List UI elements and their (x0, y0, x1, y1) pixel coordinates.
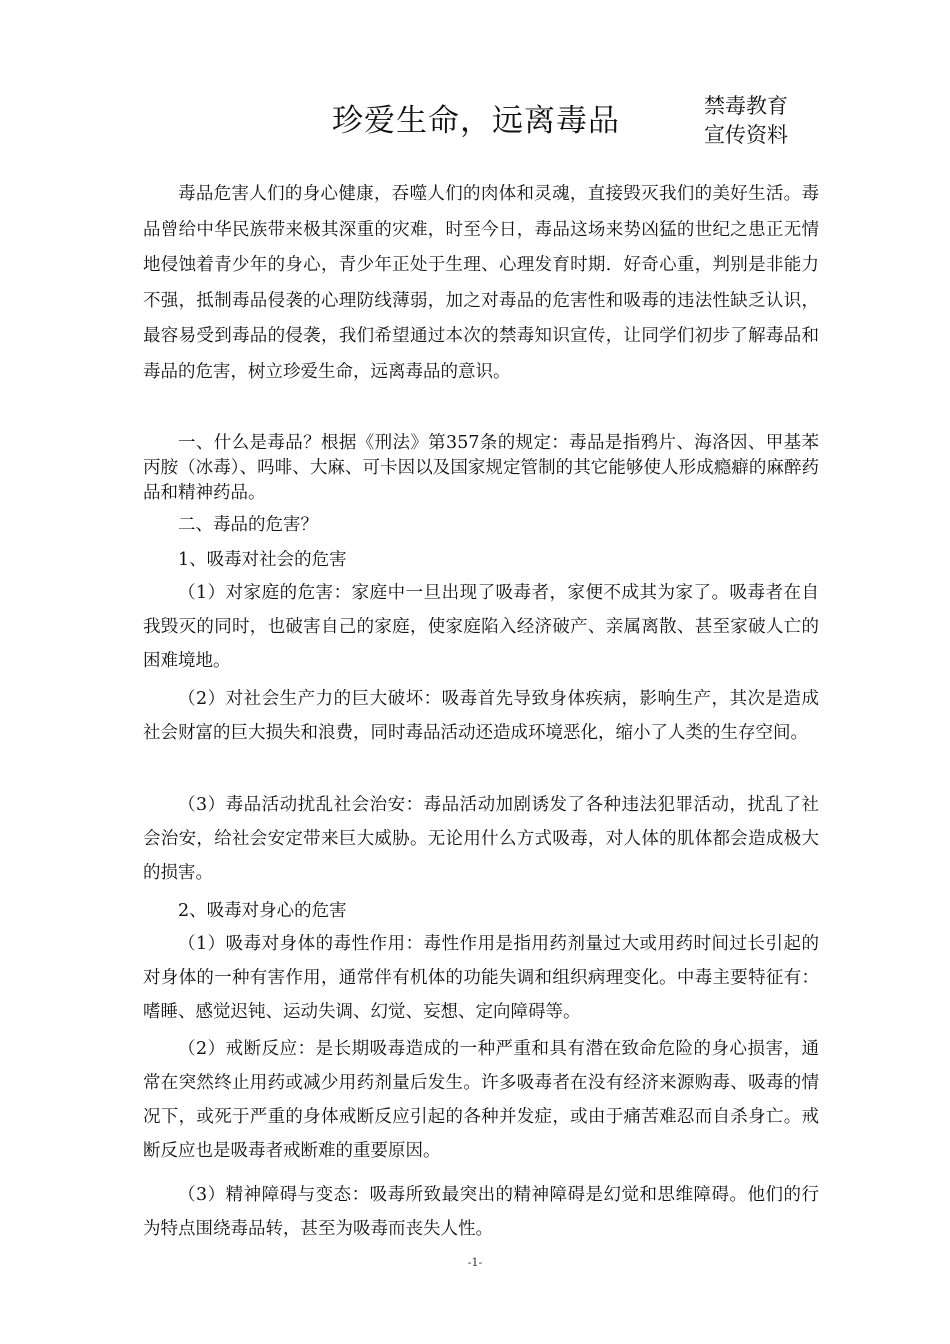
society-item-1: （1）对家庭的危害：家庭中一旦出现了吸毒者，家便不成其为家了。吸毒者在自我毁灭的同时，也破害自己的家庭，使家庭陷入经济破产、亲属离散、甚至家破人亡的困难境地。 (143, 583, 819, 671)
side-label-line-1: 禁毒教育 (704, 94, 788, 118)
body-item-3: （3）精神障碍与变态：吸毒所致最突出的精神障碍是幻觉和思维障碍。他们的行为特点围绕毒品转，甚至为吸毒而丧失人性。 (143, 1185, 819, 1239)
body-heading: 2、吸毒对身心的危害 (178, 901, 347, 921)
page-number: -1- (467, 1256, 483, 1269)
side-label (704, 92, 788, 150)
side-label-line-2: 宣传资料 (704, 123, 788, 147)
body-item-2: （2）戒断反应：是长期吸毒造成的一种严重和具有潜在致命危险的身心损害，通常在突然终止用药或减少用药剂量后发生。许多吸毒者在没有经济来源购毒、吸毒的情况下，或死于严重的身体戒断反应引起的各种并发症，或由于痛苦难忍而自杀身亡。戒断反应也是吸毒者戒断难的重要原因。 (143, 1039, 819, 1161)
body-item-1: （1）吸毒对身体的毒性作用：毒性作用是指用药剂量过大或用药时间过长引起的对身体的一种有害作用，通常伴有机体的功能失调和组织病理变化。中毒主要特征有：嗜睡、感觉迟钝、运动失调、幻觉、妄想、定向障碍等。 (143, 934, 819, 1022)
society-item-3: （3）毒品活动扰乱社会治安：毒品活动加剧诱发了各种违法犯罪活动，扰乱了社会治安，给社会安定带来巨大威胁。无论用什么方式吸毒，对人体的肌体都会造成极大的损害。 (143, 795, 819, 883)
intro-paragraph: 毒品危害人们的身心健康，吞噬人们的肉体和灵魂，直接毁灭我们的美好生活。毒品曾给中华民族带来极其深重的灾难，时至今日，毒品这场来势凶猛的世纪之患正无情地侵蚀着青少年的身心，青少年正处于生理、心理发育时期．好奇心重，判别是非能力不强，抵制毒品侵袭的心理防线薄弱，加之对毒品的危害性和吸毒的违法性缺乏认识，最容易受到毒品的侵袭，我们希望通过本次的禁毒知识宣传，让同学们初步了解毒品和毒品的危害，树立珍爱生命，远离毒品的意识。 (143, 184, 819, 382)
society-item-2: （2）对社会生产力的巨大破坏：吸毒首先导致身体疾病，影响生产，其次是造成社会财富的巨大损失和浪费，同时毒品活动还造成环境恶化，缩小了人类的生存空间。 (143, 689, 819, 743)
definition-paragraph: 一、什么是毒品？根据《刑法》第357条的规定：毒品是指鸦片、海洛因、甲基苯丙胺（冰毒）、吗啡、大麻、可卡因以及国家规定管制的其它能够使人形成瘾癖的麻醉药品和精神药品。 (143, 433, 819, 503)
harm-heading: 二、毒品的危害？ (178, 515, 318, 535)
society-heading: 1、吸毒对社会的危害 (178, 550, 347, 570)
page-title: 珍爱生命，远离毒品 (332, 103, 620, 139)
